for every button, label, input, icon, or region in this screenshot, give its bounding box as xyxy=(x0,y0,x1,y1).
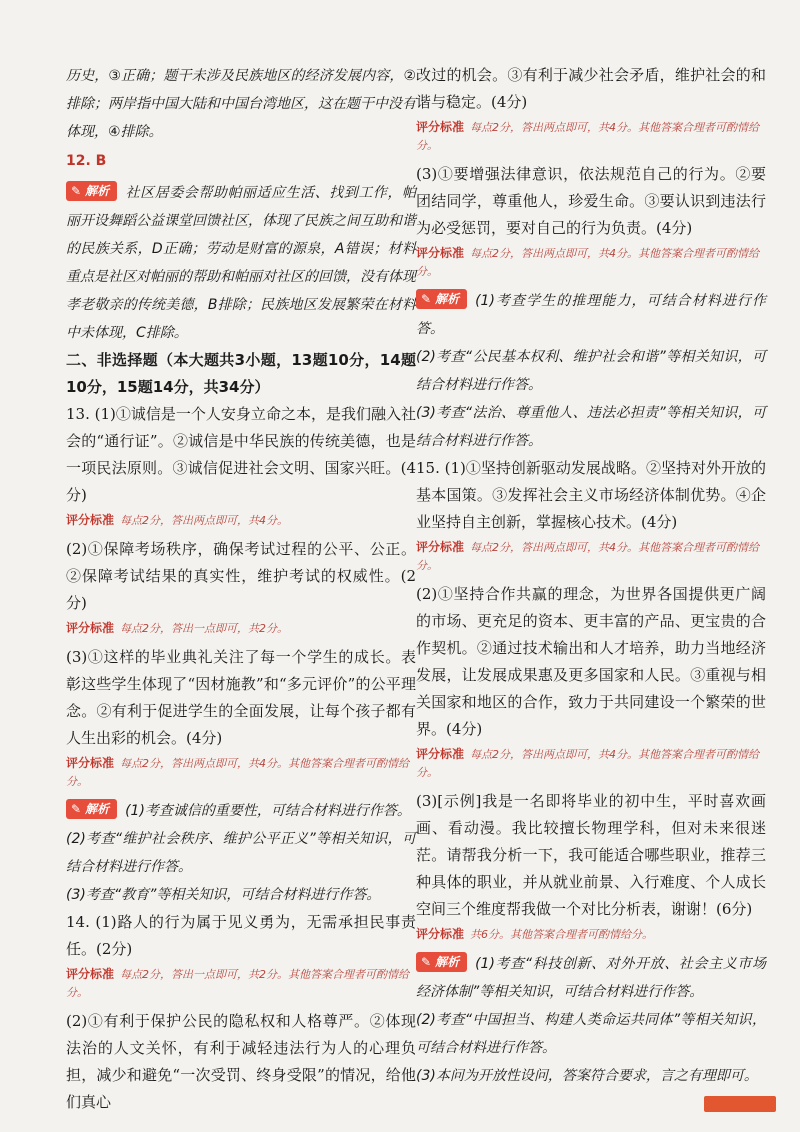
q13-explanation: ✎ 解析 (1)考查诚信的重要性，可结合材料进行作答。 xyxy=(66,797,416,825)
q14-2: (2)①有利于保护公民的隐私权和人格尊严。②体现法治的人文关怀，有利于减轻违法行为人的心理负担，减少和避免“一次受罚、终身受限”的情况，给他们真心 xyxy=(66,1012,416,1111)
q12-answer: 12. B xyxy=(66,153,107,169)
q13-3: (3)①这样的毕业典礼关注了每一个学生的成长。表彰这些学生体现了“因材施教”和“多元评价”的公平理念。②有利于促进学生的全面发展，让每个孩子都有人生出彩的机会。(4分) xyxy=(66,648,416,747)
scoring-standard: 评分标准 每点2分，答出一点即可，共2分。 xyxy=(66,621,289,635)
q15-3: (3)[示例]我是一名即将毕业的初中生，平时喜欢画画、看动漫。我比较擅长物理学科，但对未来很迷茫。请帮我分析一下，我可能适合哪些职业，推荐三种具体的职业，并从就业前景、入行难度、个人成长空间三个维度帮我做一个对比分析表，谢谢！(6分) xyxy=(416,792,766,918)
q14-explanation-3: (3)考查“法治、尊重他人、违法必担责”等相关知识，可结合材料进行作答。 xyxy=(416,405,766,449)
right-column xyxy=(416,62,766,1090)
section-heading: 二、非选择题（本大题共3小题，13题10分，14题10分，15题14分，共34分） xyxy=(66,351,416,396)
q15-1: 15. (1)①坚持创新驱动发展战略。②坚持对外开放的基本国策。③发挥社会主义市场经济体制优势。④企业坚持自主创新，掌握核心技术。(4分) xyxy=(416,459,766,531)
q13-2: (2)①保障考场秩序，确保考试过程的公平、公正。②保障考试结果的真实性，维护考试的权威性。(2分) xyxy=(66,540,416,612)
scoring-standard: 评分标准 每点2分，答出一点即可，共2分。其他答案合理者可酌情给分。 xyxy=(66,967,410,999)
q14-3: (3)①要增强法律意识，依法规范自己的行为。②要团结同学，尊重他人，珍爱生命。③要认识到违法行为必受惩罚，要对自己的行为负责。(4分) xyxy=(416,165,766,237)
page-footer-bar xyxy=(704,1096,776,1112)
q14-2-tail: 改过的机会。③有利于减少社会矛盾，维护社会的和谐与稳定。(4分) xyxy=(416,66,766,111)
scoring-standard: 评分标准 每点2分，答出两点即可，共4分。其他答案合理者可酌情给分。 xyxy=(416,747,760,779)
jiexi-badge: ✎ 解析 xyxy=(416,289,467,309)
scoring-standard: 评分标准 每点2分，答出两点即可，共4分。其他答案合理者可酌情给分。 xyxy=(416,246,760,278)
q14-explanation-2: (2)考查“公民基本权利、维护社会和谐”等相关知识，可结合材料进行作答。 xyxy=(416,349,766,393)
q12-explanation: ✎ 解析 社区居委会帮助帕丽适应生活、找到工作，帕丽开设舞蹈公益课堂回馈社区，体现了民族之间互助和谐的民族关系，D正确；劳动是财富的源泉，A错误；材料重点是社区对帕丽的帮助和帕丽对社区的回馈，没有体现孝老敬亲的传统美德，B排除；民族地区发展繁荣在材料中未体现，C排除。 xyxy=(66,179,416,347)
q14-1: 14. (1)路人的行为属于见义勇为，无需承担民事责任。(2分) xyxy=(66,913,416,958)
pencil-icon: ✎ xyxy=(421,292,432,306)
q15-explanation-2: (2)考查“中国担当、构建人类命运共同体”等相关知识，可结合材料进行作答。 xyxy=(416,1012,766,1056)
scoring-standard: 评分标准 共6分。其他答案合理者可酌情给分。 xyxy=(416,927,654,941)
q14-explanation: ✎ 解析 (1)考查学生的推理能力，可结合材料进行作答。 xyxy=(416,287,766,343)
scoring-standard: 评分标准 每点2分，答出两点即可，共4分。其他答案合理者可酌情给分。 xyxy=(416,120,760,152)
q15-2: (2)①坚持合作共赢的理念，为世界各国提供更广阔的市场、更充足的资本、更丰富的产品、更宝贵的合作契机。②通过技术输出和人才培养，助力当地经济发展，让发展成果惠及更多国家和人民。③重视与相关国家和地区的合作，致力于共同建设一个繁荣的世界。(4分) xyxy=(416,585,766,738)
jiexi-badge: ✎ 解析 xyxy=(416,952,467,972)
q13-1: 13. (1)①诚信是一个人安身立命之本，是我们融入社会的“通行证”。②诚信是中华民族的传统美德，也是一项民法原则。③诚信促进社会文明、国家兴旺。(4分) xyxy=(66,405,416,504)
q11-tail: 历史，③正确；题干未涉及民族地区的经济发展内容，②排除；两岸指中国大陆和中国台湾地区，这在题干中没有体现，④排除。 xyxy=(66,68,416,140)
q15-explanation: ✎ 解析 (1)考查“科技创新、对外开放、社会主义市场经济体制”等相关知识，可结合材料进行作答。 xyxy=(416,950,766,1006)
pencil-icon: ✎ xyxy=(421,955,432,969)
scoring-standard: 评分标准 每点2分，答出两点即可，共4分。 xyxy=(66,513,289,527)
jiexi-badge: ✎ 解析 xyxy=(66,799,117,819)
q13-explanation-2: (2)考查“维护社会秩序、维护公平正义”等相关知识，可结合材料进行作答。 xyxy=(66,831,416,875)
q15-explanation-3: (3)本问为开放性设问，答案符合要求，言之有理即可。 xyxy=(416,1068,758,1084)
scoring-standard: 评分标准 每点2分，答出两点即可，共4分。其他答案合理者可酌情给分。 xyxy=(416,540,760,572)
pencil-icon: ✎ xyxy=(71,802,82,816)
jiexi-badge: ✎ 解析 xyxy=(66,181,117,201)
left-column xyxy=(66,62,416,1116)
scoring-standard: 评分标准 每点2分，答出两点即可，共4分。其他答案合理者可酌情给分。 xyxy=(66,756,410,788)
pencil-icon: ✎ xyxy=(71,184,82,198)
q13-explanation-3: (3)考查“教育”等相关知识，可结合材料进行作答。 xyxy=(66,887,381,903)
